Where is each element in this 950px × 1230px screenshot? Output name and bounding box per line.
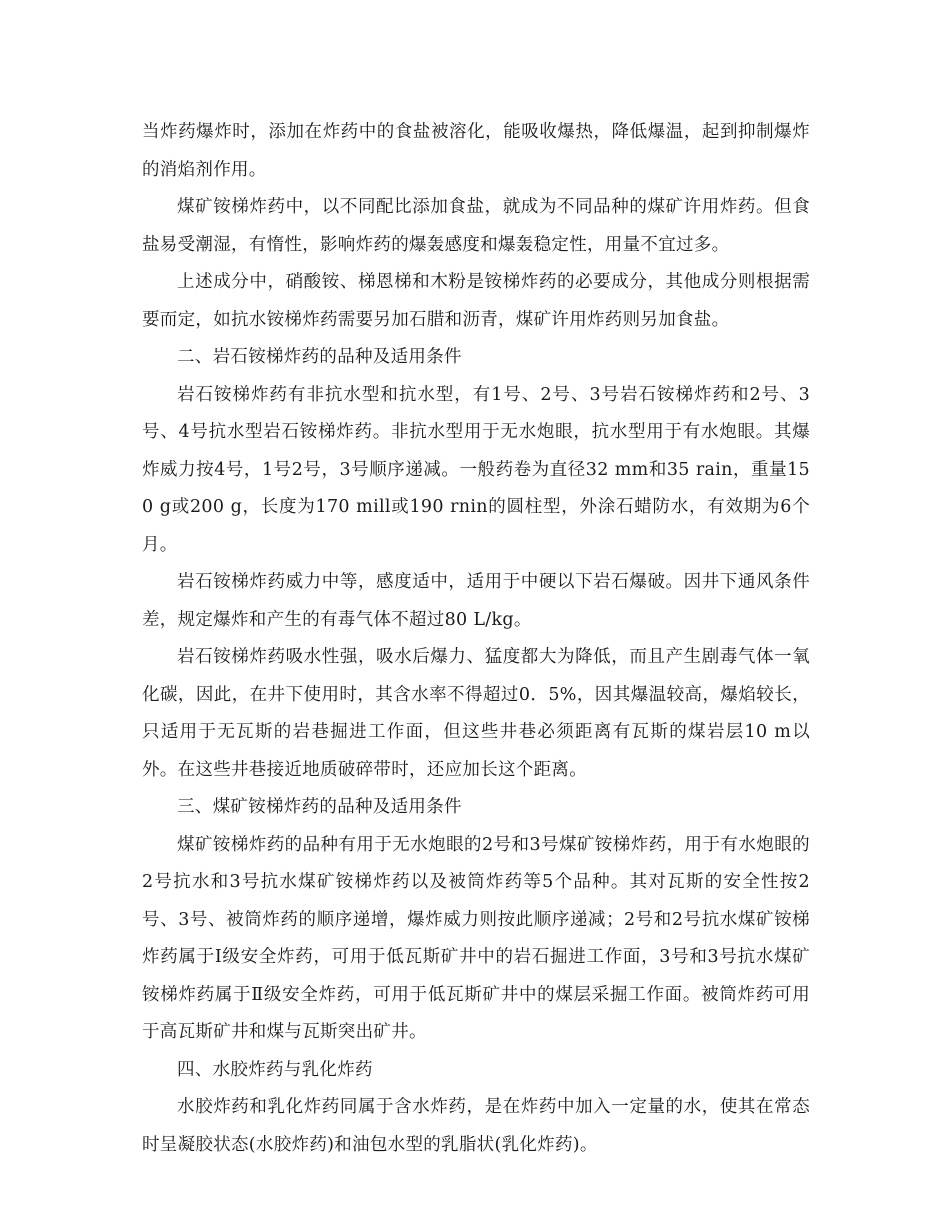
paragraph-2: 煤矿铵梯炸药中，以不同配比添加食盐，就成为不同品种的煤矿许用炸药。但食盐易受潮湿，有惰性，影响炸药的爆轰感度和爆轰稳定性，用量不宜过多。 xyxy=(142,197,810,255)
paragraph-5: 岩石铵梯炸药威力中等，感度适中，适用于中硬以下岩石爆破。因井下通风条件差，规定爆炸和产生的有毒气体不超过80 L/kg。 xyxy=(142,572,810,630)
paragraph-3: 上述成分中，硝酸铵、梯恩梯和木粉是铵梯炸药的必要成分，其他成分则根据需要而定，如抗水铵梯炸药需要另加石腊和沥青，煤矿许用炸药则另加食盐。 xyxy=(142,272,810,330)
document-body xyxy=(142,114,810,1164)
section-heading-2: 二、岩石铵梯炸药的品种及适用条件 xyxy=(177,347,462,367)
section-heading-4: 四、水胶炸药与乳化炸药 xyxy=(177,1059,373,1080)
paragraph-7: 煤矿铵梯炸药的品种有用于无水炮眼的2号和3号煤矿铵梯炸药，用于有水炮眼的2号抗水和3号抗水煤矿铵梯炸药以及被筒炸药等5个品种。其对瓦斯的安全性按2号、3号、被筒炸药的顺序递增，爆炸威力则按此顺序递减；2号和2号抗水煤矿铵梯炸药属于Ⅰ级安全炸药，可用于低瓦斯矿井中的岩石掘进工作面，3号和3号抗水煤矿铵梯炸药属于Ⅱ级安全炸药，可用于低瓦斯矿井中的煤层采掘工作面。被筒炸药可用于高瓦斯矿井和煤与瓦斯突出矿井。 xyxy=(142,834,810,1042)
section-heading-3: 三、煤矿铵梯炸药的品种及适用条件 xyxy=(177,797,462,817)
paragraph-4: 岩石铵梯炸药有非抗水型和抗水型，有1号、2号、3号岩石铵梯炸药和2号、3号、4号抗水型岩石铵梯炸药。非抗水型用于无水炮眼，抗水型用于有水炮眼。其爆炸威力按4号，1号2号，3号顺序递减。一般药卷为直径32 mm和35 rain，重量150 g或200 g，长度为170 mill或190 rnin的圆柱型，外涂石蜡防水，有效期为6个月。 xyxy=(142,384,810,555)
paragraph-8: 水胶炸药和乳化炸药同属于含水炸药，是在炸药中加入一定量的水，使其在常态时呈凝胶状态(水胶炸药)和油包水型的乳脂状(乳化炸药)。 xyxy=(142,1097,810,1155)
paragraph-1: 当炸药爆炸时，添加在炸药中的食盐被溶化，能吸收爆热，降低爆温，起到抑制爆炸的消焰剂作用。 xyxy=(142,122,810,180)
paragraph-6: 岩石铵梯炸药吸水性强，吸水后爆力、猛度都大为降低，而且产生剧毒气体一氧化碳，因此，在井下使用时，其含水率不得超过0．5%，因其爆温较高，爆焰较长，只适用于无瓦斯的岩巷掘进工作面，但这些井巷必须距离有瓦斯的煤岩层10 m以外。在这些井巷接近地质破碎带时，还应加长这个距离。 xyxy=(142,647,810,780)
